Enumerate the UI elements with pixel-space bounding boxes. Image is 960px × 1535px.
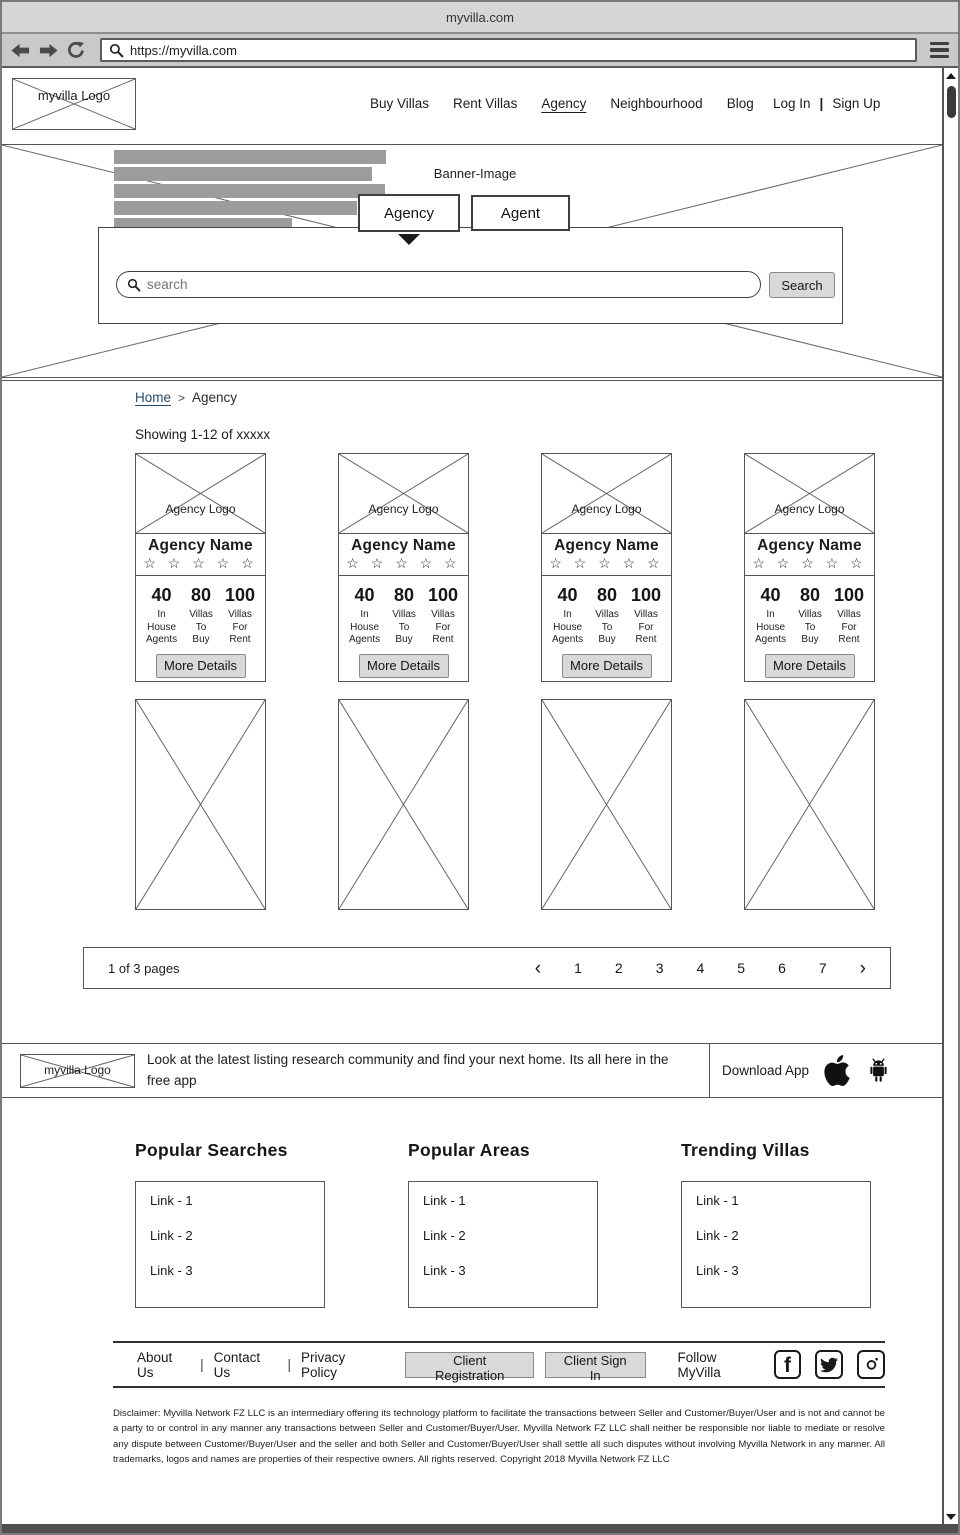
- client-registration-button[interactable]: Client Registration: [405, 1352, 533, 1378]
- stat-value: 40: [557, 585, 578, 605]
- agency-name: Agency Name: [148, 537, 253, 554]
- agency-logo-placeholder: [744, 453, 875, 534]
- footer-link[interactable]: Link - 1: [423, 1193, 466, 1208]
- image-placeholder: [135, 699, 266, 910]
- address-bar[interactable]: [100, 38, 917, 62]
- agency-logo-label: Agency Logo: [774, 502, 845, 516]
- instagram-icon[interactable]: [857, 1350, 885, 1379]
- scrollbar-track[interactable]: [944, 118, 958, 1514]
- site-logo[interactable]: [12, 78, 136, 130]
- signup-link[interactable]: Sign Up: [832, 96, 881, 111]
- window-title: myvilla.com: [446, 9, 514, 25]
- menu-icon[interactable]: [930, 42, 949, 59]
- agency-logo-placeholder: [541, 453, 672, 534]
- stat-value: 100: [630, 585, 661, 605]
- link-divider: |: [200, 1357, 204, 1372]
- nav-neighbourhood[interactable]: Neighbourhood: [610, 96, 703, 111]
- stat-value: 80: [800, 585, 821, 605]
- agency-name: Agency Name: [757, 537, 862, 554]
- agency-cards-row: [135, 453, 875, 682]
- tab-agency[interactable]: Agency: [358, 194, 460, 232]
- breadcrumb: [135, 390, 237, 405]
- follow-label: Follow MyVilla: [677, 1349, 721, 1380]
- about-us-link[interactable]: About Us: [137, 1349, 173, 1380]
- forward-button[interactable]: [39, 43, 58, 58]
- column-title: Popular Searches: [135, 1140, 288, 1160]
- more-details-button[interactable]: More Details: [156, 654, 246, 678]
- more-details-button[interactable]: More Details: [765, 654, 855, 678]
- stat-value: 40: [151, 585, 172, 605]
- scroll-up-icon[interactable]: [946, 73, 956, 79]
- search-field[interactable]: [116, 271, 761, 298]
- star-rating: ☆ ☆ ☆ ☆ ☆: [143, 555, 258, 571]
- footer-links-row: [113, 1343, 885, 1386]
- back-button[interactable]: [11, 43, 30, 58]
- image-placeholder: [541, 699, 672, 910]
- page-number[interactable]: 4: [696, 960, 705, 976]
- contact-us-link[interactable]: Contact Us: [213, 1349, 261, 1380]
- divider: [113, 1386, 885, 1388]
- agency-logo-placeholder: [135, 453, 266, 534]
- banner-text-placeholder-bars: [114, 150, 386, 232]
- agency-stats: 40 In House Agents 80 Villas To Buy 100 Villas For Rent: [349, 585, 458, 645]
- auth-divider: |: [819, 96, 824, 111]
- scrollbar-thumb[interactable]: [947, 86, 956, 118]
- search-icon: [109, 43, 124, 58]
- more-details-button[interactable]: More Details: [359, 654, 449, 678]
- agency-card: [135, 453, 266, 682]
- scrollbar[interactable]: [942, 68, 958, 1524]
- site-logo-label: myvilla Logo: [37, 88, 111, 103]
- footer-logo-label: myvilla Logo: [44, 1062, 111, 1077]
- page-number[interactable]: 1: [574, 960, 582, 976]
- stat-value: 80: [394, 585, 415, 605]
- footer-logo: [20, 1054, 135, 1088]
- footer-link[interactable]: Link - 3: [150, 1263, 193, 1278]
- back-arrow-icon: [11, 43, 30, 58]
- pagination-status: 1 of 3 pages: [108, 960, 180, 976]
- app-download-band: [2, 1043, 942, 1098]
- image-placeholder: [338, 699, 469, 910]
- client-signin-button[interactable]: Client Sign In: [545, 1352, 646, 1378]
- page-number[interactable]: 5: [737, 960, 746, 976]
- footer-link[interactable]: Link - 2: [150, 1228, 193, 1243]
- download-app-label: Download App: [722, 1063, 810, 1078]
- stat-value: 100: [833, 585, 864, 605]
- column-title: Trending Villas: [681, 1140, 810, 1160]
- pagination-pages: [535, 959, 866, 978]
- footer-link[interactable]: Link - 2: [423, 1228, 466, 1243]
- results-count: Showing 1-12 of xxxxx: [135, 427, 271, 442]
- stat-value: 80: [191, 585, 212, 605]
- scroll-down-icon[interactable]: [946, 1514, 956, 1520]
- twitter-icon[interactable]: [815, 1350, 843, 1379]
- site-footer: [2, 1140, 942, 1467]
- column-title: Popular Areas: [408, 1140, 530, 1160]
- listing-section: [2, 380, 942, 1043]
- browser-toolbar: [2, 34, 958, 68]
- star-rating: ☆ ☆ ☆ ☆ ☆: [346, 555, 461, 571]
- agency-logo-placeholder: [338, 453, 469, 534]
- agency-name: Agency Name: [351, 537, 456, 554]
- footer-column-popular-areas: [408, 1140, 598, 1308]
- prev-page-icon[interactable]: ‹: [534, 957, 542, 979]
- app-band-text: Look at the latest listing research community and find your next home. Its all here in the free app: [147, 1052, 669, 1088]
- browser-titlebar: [2, 2, 958, 34]
- agency-logo-label: Agency Logo: [571, 502, 642, 516]
- banner-image-label: Banner-Image: [433, 166, 517, 181]
- facebook-icon[interactable]: f: [774, 1350, 802, 1379]
- more-details-button[interactable]: More Details: [562, 654, 652, 678]
- page-number[interactable]: 3: [655, 960, 664, 976]
- url-text: https://myvilla.com: [130, 42, 237, 58]
- window-bottom-border: [2, 1524, 958, 1533]
- pagination: [83, 947, 891, 989]
- nav-rent-villas[interactable]: Rent Villas: [453, 96, 518, 111]
- site-header: [2, 68, 942, 144]
- login-link[interactable]: Log In: [773, 96, 811, 111]
- image-placeholder-row: [135, 699, 875, 910]
- agency-stats: 40 In House Agents 80 Villas To Buy 100 Villas For Rent: [755, 585, 864, 645]
- stat-value: 40: [760, 585, 781, 605]
- privacy-policy-link[interactable]: Privacy Policy: [301, 1349, 346, 1380]
- main-nav: [370, 96, 754, 111]
- footer-link[interactable]: Link - 3: [696, 1263, 739, 1278]
- star-rating: ☆ ☆ ☆ ☆ ☆: [752, 555, 867, 571]
- footer-link[interactable]: Link - 1: [150, 1193, 193, 1208]
- link-divider: |: [287, 1357, 292, 1372]
- search-input[interactable]: [147, 277, 750, 292]
- agency-card: [338, 453, 469, 682]
- stat-value: 100: [427, 585, 458, 605]
- agency-stats: 40 In House Agents 80 Villas To Buy 100 Villas For Rent: [146, 585, 255, 645]
- stat-value: 100: [224, 585, 255, 605]
- page-number[interactable]: 6: [778, 960, 786, 976]
- footer-link[interactable]: Link - 3: [423, 1263, 466, 1278]
- next-page-icon[interactable]: ›: [859, 957, 866, 979]
- agency-logo-label: Agency Logo: [165, 502, 236, 516]
- android-playstore-icon[interactable]: [865, 1055, 892, 1086]
- active-tab-caret-icon: [398, 234, 420, 245]
- banner-image-placeholder: [2, 144, 942, 378]
- page-number[interactable]: 2: [614, 960, 623, 976]
- page-content: [2, 68, 942, 1524]
- agency-card: [744, 453, 875, 682]
- footer-column-trending-villas: [681, 1140, 871, 1308]
- stat-value: 40: [354, 585, 375, 605]
- tab-agent[interactable]: Agent: [471, 195, 570, 231]
- refresh-button[interactable]: [67, 41, 85, 59]
- nav-agency[interactable]: Agency: [541, 96, 587, 111]
- agency-logo-label: Agency Logo: [368, 502, 439, 516]
- stat-value: 80: [597, 585, 618, 605]
- footer-link[interactable]: Link - 2: [696, 1228, 739, 1243]
- footer-columns: [135, 1140, 942, 1308]
- refresh-icon: [67, 41, 85, 59]
- auth-links: [773, 96, 880, 111]
- footer-column-popular-searches: [135, 1140, 325, 1308]
- agency-stats: 40 In House Agents 80 Villas To Buy 100 Villas For Rent: [552, 585, 661, 645]
- breadcrumb-current: Agency: [192, 390, 238, 405]
- breadcrumb-separator: >: [178, 390, 186, 405]
- search-panel: [98, 227, 843, 324]
- forward-arrow-icon: [39, 43, 58, 58]
- search-button[interactable]: Search: [769, 272, 835, 298]
- image-placeholder: [744, 699, 875, 910]
- disclaimer-text: Disclaimer: Myvilla Network FZ LLC is an intermediary offering its technology platform to facilitate the transactions between Seller and Customer/Buyer/User and is not and cannot be a party to or control in any manner any transactions between Seller and Customer/Buyer/User. Myvilla Network FZ LLC shall neither be responsible nor liable to mediate or resolve any dispute between Customer/Buyer/User and the seller and both Seller and Customer/Buyer/User shall settle all such disputes without involving Myvilla Network in any manner. All trademarks, logos and names are properties of their respective owners. All rights reserved. Copyright 2018 Myvilla Network FZ LLC: [113, 1408, 885, 1466]
- agency-name: Agency Name: [554, 537, 659, 554]
- breadcrumb-home-link[interactable]: Home: [135, 390, 172, 405]
- nav-blog[interactable]: Blog: [726, 96, 754, 111]
- agency-card: [541, 453, 672, 682]
- search-icon: [127, 278, 141, 292]
- page-number[interactable]: 7: [818, 960, 827, 976]
- star-rating: ☆ ☆ ☆ ☆ ☆: [549, 555, 664, 571]
- apple-appstore-icon[interactable]: [824, 1055, 850, 1086]
- nav-buy-villas[interactable]: Buy Villas: [370, 96, 430, 111]
- footer-link[interactable]: Link - 1: [696, 1193, 739, 1208]
